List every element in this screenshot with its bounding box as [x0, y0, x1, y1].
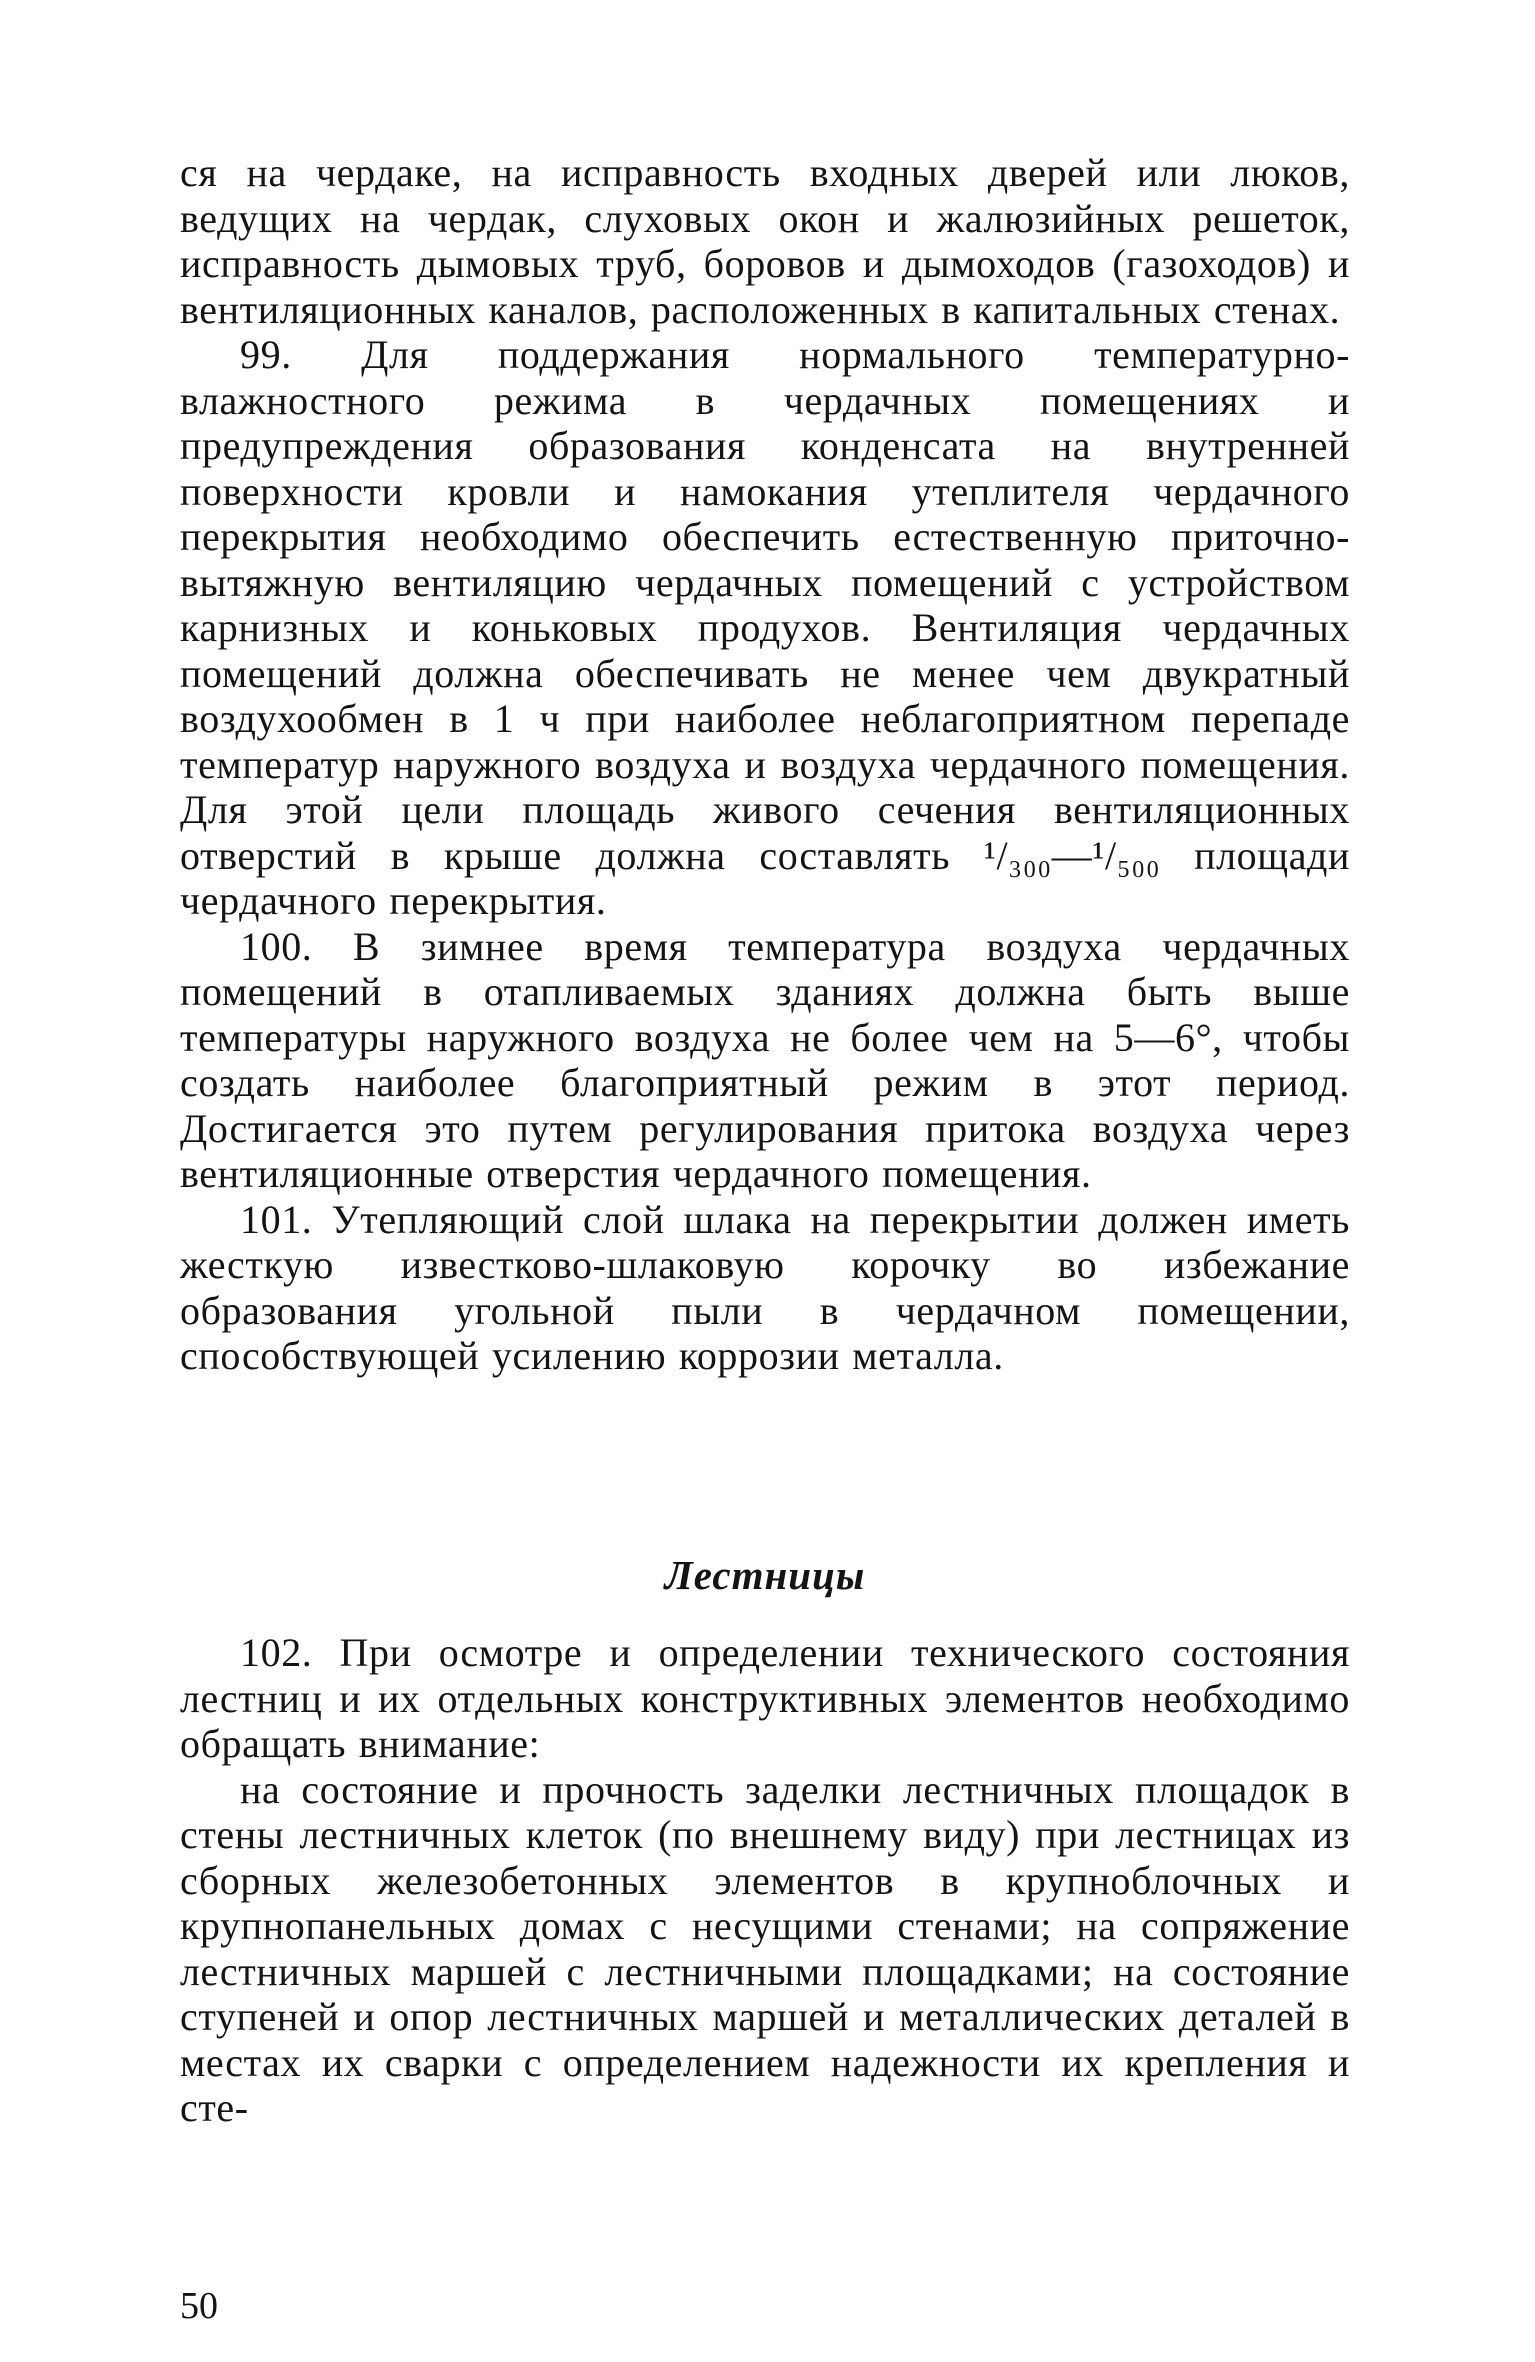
paragraph-100: 100. В зимнее время температура воздуха чердачных помещений в отапливаемых зданиях должна быть выше температуры наружного воздуха не более чем на 5—6°, чтобы создать наиболее благоприятный режим в этот период. Достигается это путем регулирования притока воздуха через вентиляционные отверстия чердачного помещения.	[180, 923, 1350, 1196]
paragraph-99: 99. Для поддержания нормального температурно-влажностного режима в чердачных помещениях и предупреждения образования конденсата на внутренней поверхности кровли и намокания утеплителя чердачного перекрытия необходимо обеспечить естественную приточно-вытяжную вентиляцию чердачных помещений с устройством карнизных и коньковых продухов. Вентиляция чердачных помещений должна обеспечивать не менее чем двукратный воздухообмен в 1 ч при наиболее неблагоприятном перепаде температур наружного воздуха и воздуха чердачного помещения. Для этой цели площадь живого сечения вентиляционных отверстий в крыше должна составлять ¹/₃₀₀—¹/₅₀₀ площади чердачного перекрытия.	[180, 332, 1350, 923]
paragraph-102: 102. При осмотре и определении технического состояния лестниц и их отдельных конструктивных элементов необходимо обращать внимание:	[180, 1630, 1350, 1766]
paragraph-101: 101. Утепляющий слой шлака на перекрытии должен иметь жесткую известково-шлаковую корочку во избежание образования угольной пыли в чердачном помещении, способствующей усилению коррозии металла.	[180, 1196, 1350, 1378]
text-block-bottom	[180, 1630, 1350, 2131]
text-block-top	[180, 150, 1350, 1379]
paragraph-102-list: на состояние и прочность заделки лестничных площадок в стены лестничных клеток (по внешнему виду) при лестницах из сборных железобетонных элементов в крупноблочных и крупнопанельных домах с несущими стенами; на сопряжение лестничных маршей с лестничными площадками; на состояние ступеней и опор лестничных маршей и металлических деталей в местах их сварки с определением надежности их крепления и сте-	[180, 1766, 1350, 2130]
page-number: 50	[180, 2285, 218, 2327]
paragraph-continuation: ся на чердаке, на исправность входных дверей или люков, ведущих на чердак, слуховых окон и жалюзийных решеток, исправность дымовых труб, боровов и дымоходов (газоходов) и вентиляционных каналов, расположенных в капитальных стенах.	[180, 150, 1350, 332]
section-heading: Лестницы	[664, 1552, 866, 1598]
